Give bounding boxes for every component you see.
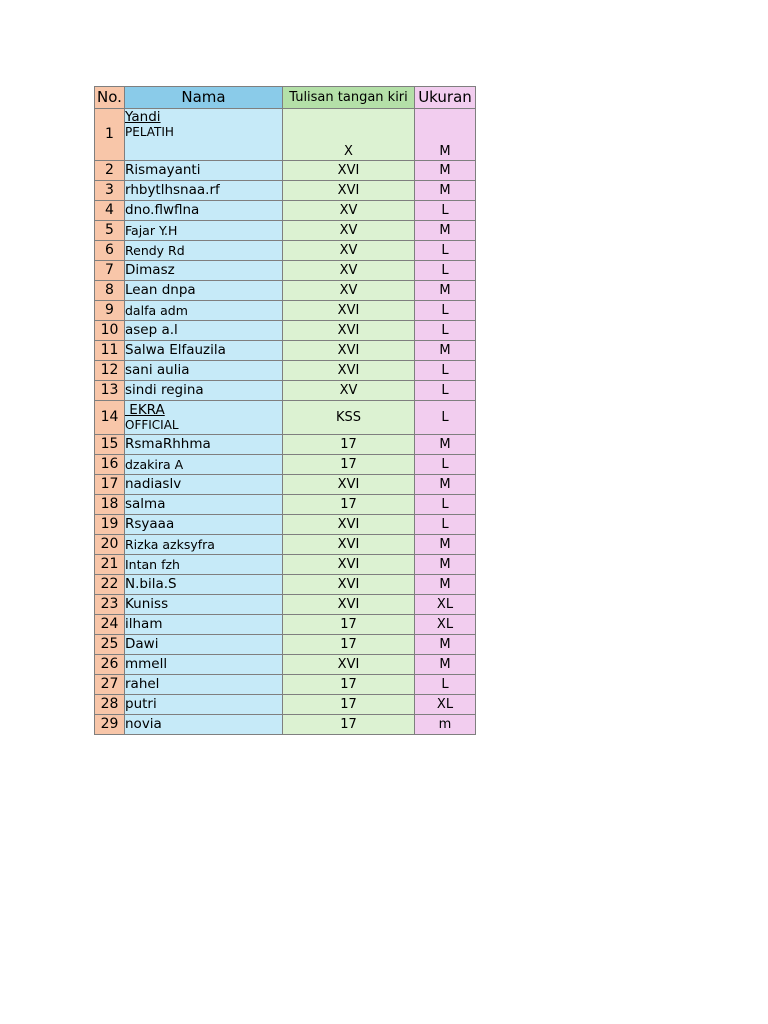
cell-ukuran[interactable]: L (415, 401, 476, 435)
cell-tulisan[interactable]: XVI (283, 301, 415, 321)
cell-tulisan[interactable]: XVI (283, 475, 415, 495)
cell-ukuran[interactable]: M (415, 655, 476, 675)
cell-tulisan[interactable]: 17 (283, 695, 415, 715)
cell-nama[interactable]: novia (125, 715, 283, 735)
size-list-table (94, 86, 476, 735)
cell-nama[interactable]: Dimasz (125, 261, 283, 281)
table-row (95, 555, 476, 575)
cell-no[interactable]: 19 (95, 515, 125, 535)
table-row (95, 695, 476, 715)
table-row (95, 675, 476, 695)
cell-no[interactable]: 23 (95, 595, 125, 615)
cell-ukuran[interactable]: L (415, 675, 476, 695)
cell-nama[interactable]: mmell (125, 655, 283, 675)
cell-ukuran[interactable]: M (415, 281, 476, 301)
table-row (95, 161, 476, 181)
cell-ukuran[interactable]: M (415, 435, 476, 455)
cell-ukuran[interactable]: L (415, 495, 476, 515)
cell-ukuran[interactable]: M (415, 555, 476, 575)
table-row (95, 381, 476, 401)
cell-nama[interactable]: dno.flwflna (125, 201, 283, 221)
table-row (95, 495, 476, 515)
cell-ukuran[interactable]: L (415, 301, 476, 321)
cell-no[interactable]: 27 (95, 675, 125, 695)
cell-nama-main: EKRA (125, 402, 165, 418)
cell-tulisan[interactable]: XV (283, 261, 415, 281)
cell-nama-main: Yandi (125, 109, 161, 125)
cell-ukuran[interactable]: M (415, 575, 476, 595)
cell-tulisan[interactable]: 17 (283, 435, 415, 455)
cell-nama[interactable]: nadiaslv (125, 475, 283, 495)
cell-ukuran[interactable]: L (415, 515, 476, 535)
cell-no[interactable]: 12 (95, 361, 125, 381)
cell-no[interactable]: 3 (95, 181, 125, 201)
table-row (95, 241, 476, 261)
cell-tulisan[interactable]: XVI (283, 161, 415, 181)
cell-tulisan[interactable]: XV (283, 221, 415, 241)
cell-tulisan[interactable]: XVI (283, 595, 415, 615)
cell-nama[interactable]: Lean dnpa (125, 281, 283, 301)
table-row (95, 221, 476, 241)
cell-ukuran[interactable]: L (415, 321, 476, 341)
cell-ukuran[interactable]: M (415, 221, 476, 241)
table-row (95, 535, 476, 555)
table-row (95, 715, 476, 735)
header-row (95, 87, 476, 109)
cell-nama-role: PELATIH (125, 125, 174, 139)
cell-nama[interactable]: Fajar Y.H (125, 221, 283, 241)
cell-ukuran[interactable]: M (415, 341, 476, 361)
cell-tulisan[interactable]: XVI (283, 321, 415, 341)
cell-no[interactable]: 7 (95, 261, 125, 281)
cell-nama[interactable] (125, 401, 283, 435)
table-body (95, 109, 476, 735)
cell-nama[interactable]: dzakira A (125, 455, 283, 475)
cell-tulisan[interactable]: 17 (283, 675, 415, 695)
cell-nama[interactable]: Dawi (125, 635, 283, 655)
cell-nama[interactable]: sindi regina (125, 381, 283, 401)
cell-ukuran[interactable]: L (415, 361, 476, 381)
cell-ukuran[interactable]: XL (415, 615, 476, 635)
header-nama[interactable]: Nama (125, 87, 283, 109)
cell-no[interactable]: 6 (95, 241, 125, 261)
cell-no[interactable]: 16 (95, 455, 125, 475)
cell-ukuran[interactable]: M (415, 475, 476, 495)
cell-nama[interactable]: N.bila.S (125, 575, 283, 595)
table-row (95, 301, 476, 321)
table-row (95, 455, 476, 475)
cell-nama[interactable]: putri (125, 695, 283, 715)
cell-no[interactable]: 8 (95, 281, 125, 301)
cell-nama[interactable]: Rismayanti (125, 161, 283, 181)
cell-nama-role: OFFICIAL (125, 418, 179, 432)
cell-nama[interactable]: dalfa adm (125, 301, 283, 321)
table-row (95, 475, 476, 495)
cell-no[interactable]: 14 (95, 401, 125, 435)
table-row (95, 615, 476, 635)
cell-no[interactable]: 20 (95, 535, 125, 555)
cell-tulisan[interactable]: XVI (283, 575, 415, 595)
cell-tulisan[interactable]: XVI (283, 361, 415, 381)
cell-tulisan[interactable]: 17 (283, 715, 415, 735)
cell-ukuran[interactable]: XL (415, 695, 476, 715)
cell-no[interactable]: 29 (95, 715, 125, 735)
cell-tulisan[interactable]: XV (283, 281, 415, 301)
cell-tulisan[interactable]: KSS (283, 401, 415, 435)
table-row (95, 401, 476, 435)
cell-nama[interactable]: Intan fzh (125, 555, 283, 575)
cell-ukuran[interactable]: m (415, 715, 476, 735)
cell-nama[interactable]: rahel (125, 675, 283, 695)
cell-tulisan[interactable]: XVI (283, 181, 415, 201)
cell-tulisan[interactable]: XV (283, 201, 415, 221)
cell-ukuran[interactable]: M (415, 109, 476, 161)
cell-tulisan[interactable]: XVI (283, 535, 415, 555)
cell-tulisan[interactable]: 17 (283, 455, 415, 475)
cell-no[interactable]: 4 (95, 201, 125, 221)
cell-ukuran[interactable]: M (415, 181, 476, 201)
cell-ukuran[interactable]: L (415, 455, 476, 475)
table-row (95, 515, 476, 535)
cell-tulisan[interactable]: XVI (283, 341, 415, 361)
table-row (95, 281, 476, 301)
cell-no[interactable]: 21 (95, 555, 125, 575)
cell-no[interactable]: 5 (95, 221, 125, 241)
table-row (95, 361, 476, 381)
cell-no[interactable]: 28 (95, 695, 125, 715)
header-ukuran[interactable]: Ukuran (415, 87, 476, 109)
table-row (95, 181, 476, 201)
cell-ukuran[interactable]: L (415, 381, 476, 401)
table-row (95, 109, 476, 161)
table-row (95, 321, 476, 341)
cell-ukuran[interactable]: M (415, 635, 476, 655)
cell-ukuran[interactable]: XL (415, 595, 476, 615)
cell-no[interactable]: 11 (95, 341, 125, 361)
table-row (95, 261, 476, 281)
cell-tulisan[interactable]: XV (283, 381, 415, 401)
cell-nama[interactable]: sani aulia (125, 361, 283, 381)
header-no[interactable]: No. (95, 87, 125, 109)
cell-no[interactable]: 25 (95, 635, 125, 655)
cell-nama[interactable]: Rsyaaa (125, 515, 283, 535)
cell-no[interactable]: 9 (95, 301, 125, 321)
cell-ukuran[interactable]: M (415, 161, 476, 181)
header-tulisan[interactable]: Tulisan tangan kiri (283, 87, 415, 109)
cell-tulisan[interactable]: 17 (283, 635, 415, 655)
cell-no[interactable]: 24 (95, 615, 125, 635)
cell-ukuran[interactable]: L (415, 241, 476, 261)
cell-no[interactable]: 2 (95, 161, 125, 181)
table-row (95, 635, 476, 655)
cell-nama[interactable]: ilham (125, 615, 283, 635)
cell-nama[interactable]: salma (125, 495, 283, 515)
table-row (95, 201, 476, 221)
cell-no[interactable]: 26 (95, 655, 125, 675)
cell-nama[interactable]: RsmaRhhma (125, 435, 283, 455)
cell-no[interactable]: 13 (95, 381, 125, 401)
cell-tulisan[interactable]: XVI (283, 555, 415, 575)
cell-nama[interactable]: asep a.l (125, 321, 283, 341)
cell-nama[interactable]: Rizka azksyfra (125, 535, 283, 555)
cell-nama[interactable]: Rendy Rd (125, 241, 283, 261)
table-row (95, 655, 476, 675)
cell-no[interactable]: 1 (95, 109, 125, 161)
cell-tulisan[interactable]: XVI (283, 655, 415, 675)
table-row (95, 575, 476, 595)
cell-nama[interactable]: Salwa Elfauzila (125, 341, 283, 361)
cell-tulisan[interactable]: XV (283, 241, 415, 261)
cell-tulisan[interactable]: 17 (283, 615, 415, 635)
cell-nama[interactable]: Kuniss (125, 595, 283, 615)
cell-no[interactable]: 15 (95, 435, 125, 455)
cell-no[interactable]: 10 (95, 321, 125, 341)
cell-no[interactable]: 18 (95, 495, 125, 515)
cell-tulisan[interactable]: XVI (283, 515, 415, 535)
cell-no[interactable]: 17 (95, 475, 125, 495)
table-row (95, 435, 476, 455)
cell-tulisan[interactable]: X (283, 109, 415, 161)
cell-ukuran[interactable]: L (415, 201, 476, 221)
cell-nama[interactable] (125, 109, 283, 161)
cell-nama[interactable]: rhbytlhsnaa.rf (125, 181, 283, 201)
cell-no[interactable]: 22 (95, 575, 125, 595)
cell-tulisan[interactable]: 17 (283, 495, 415, 515)
cell-ukuran[interactable]: M (415, 535, 476, 555)
cell-ukuran[interactable]: L (415, 261, 476, 281)
table-row (95, 595, 476, 615)
table-row (95, 341, 476, 361)
